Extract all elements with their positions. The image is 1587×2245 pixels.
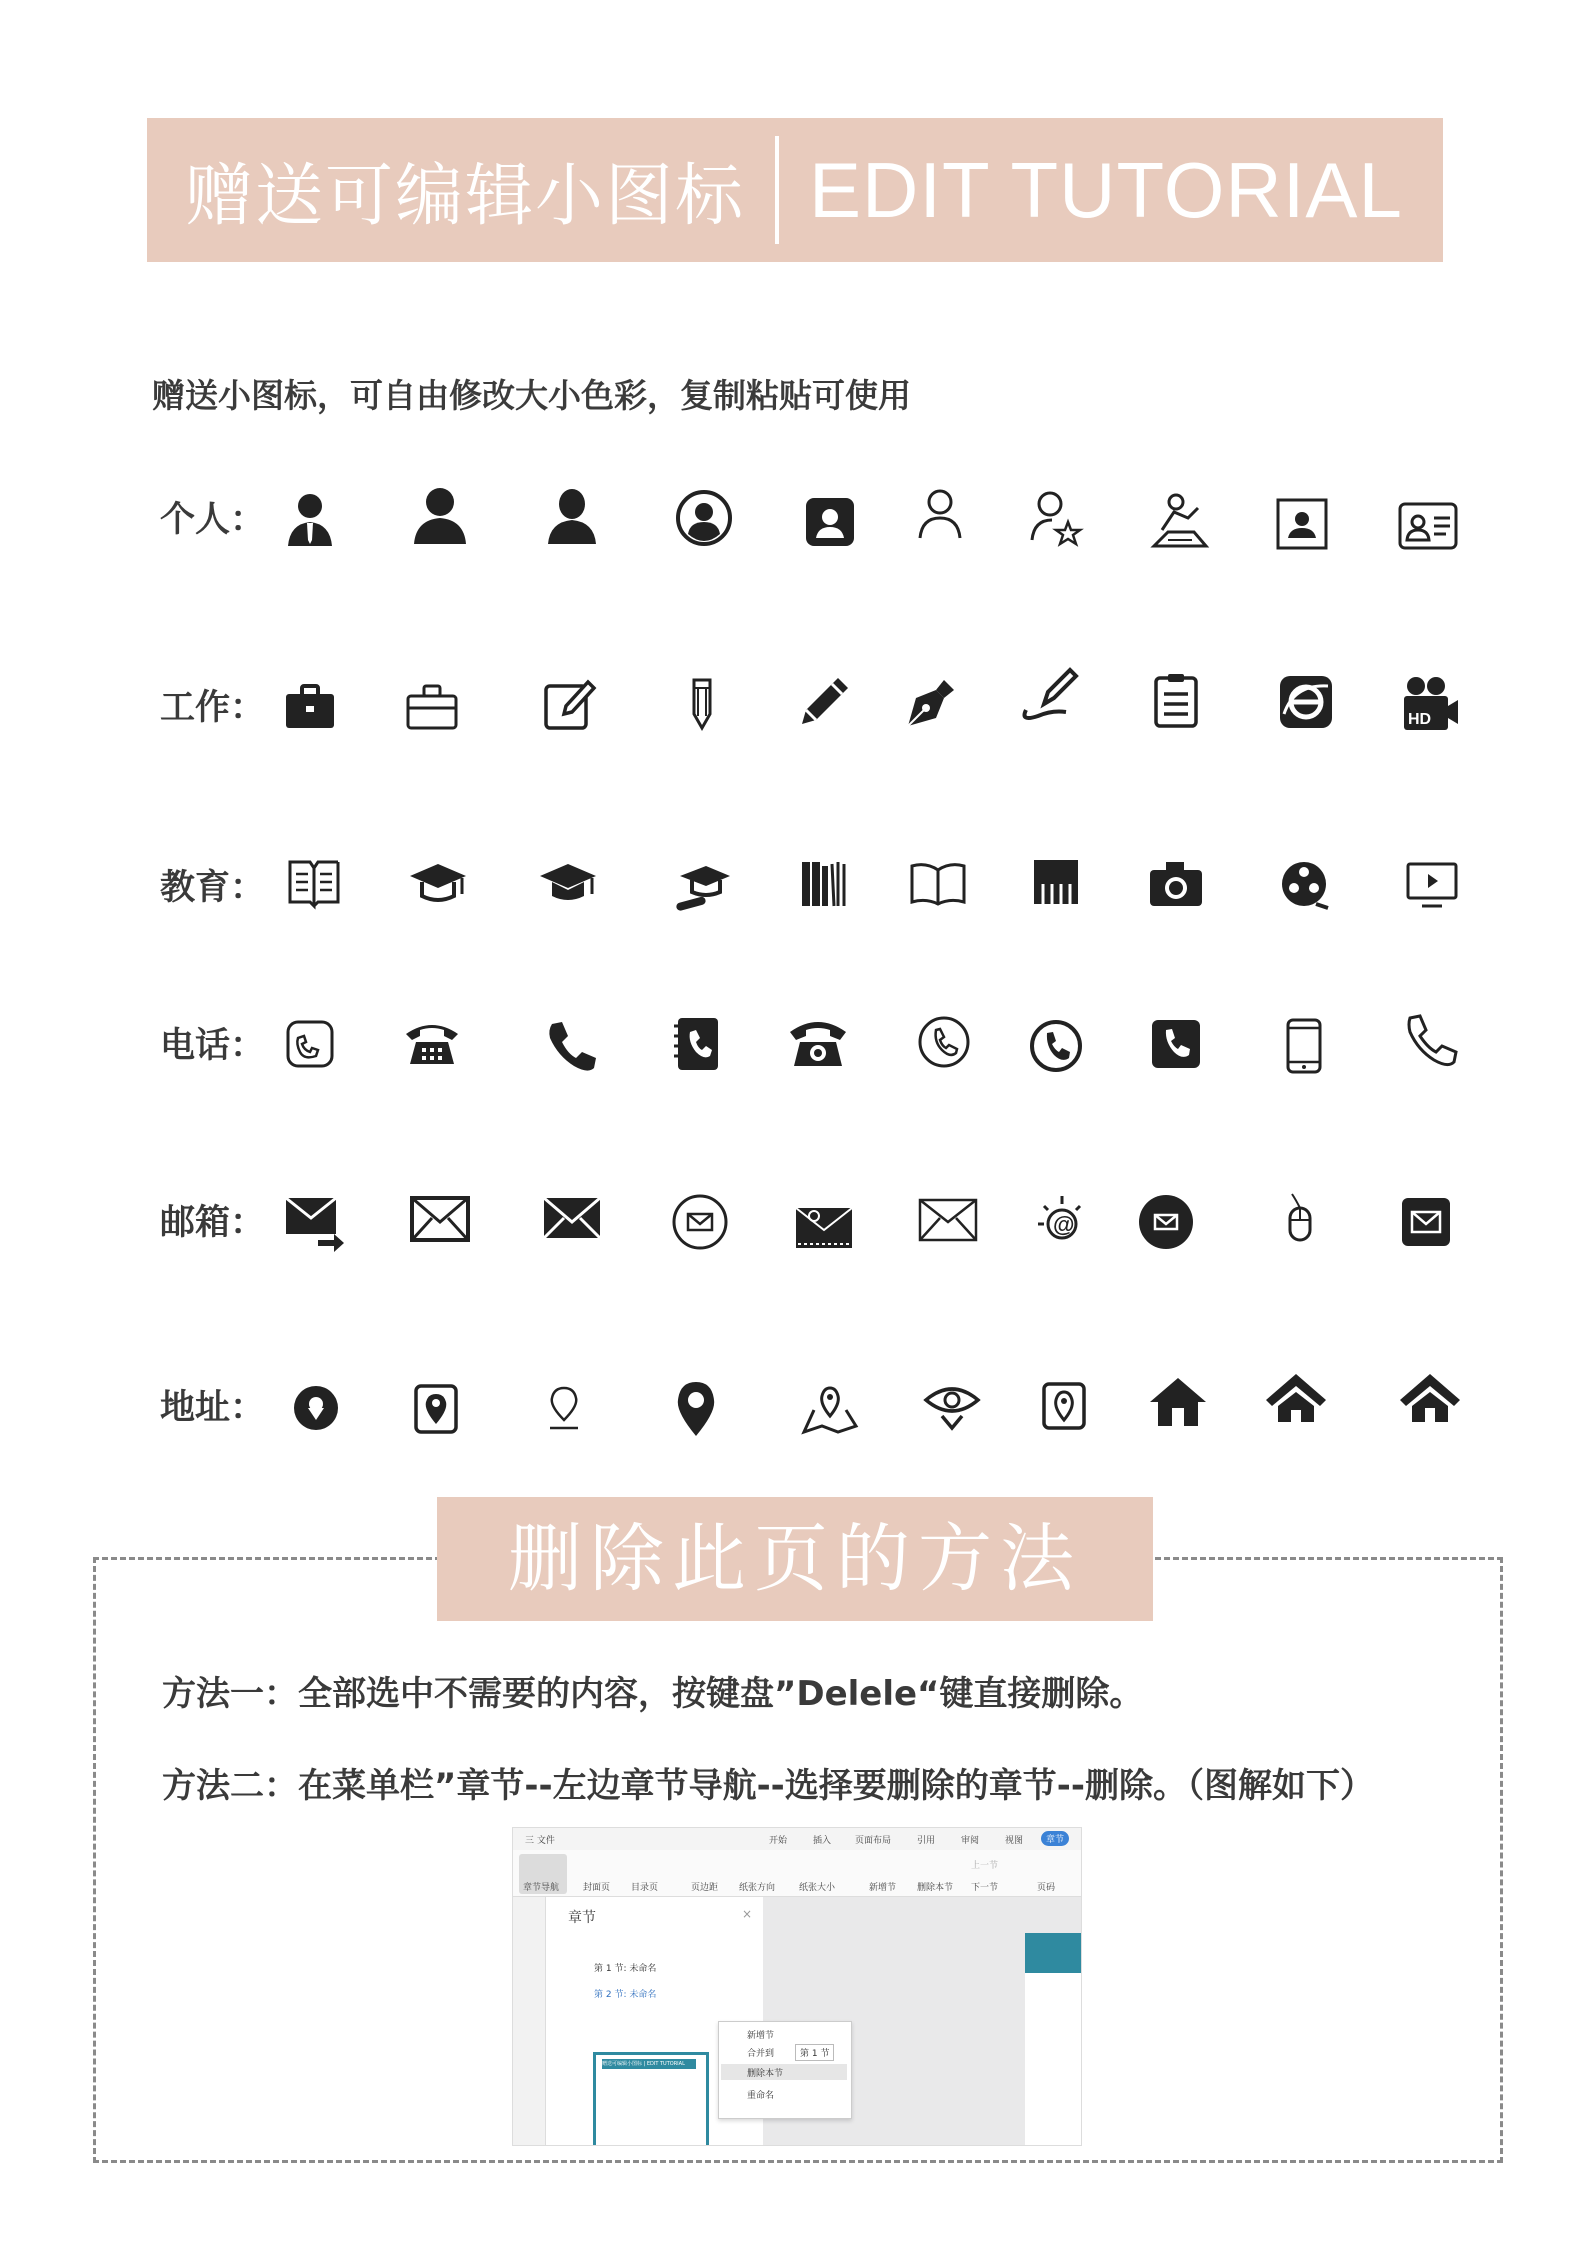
pencil-tip-icon	[670, 672, 734, 736]
pin-circle-icon	[284, 1376, 348, 1440]
pin-solid-icon	[664, 1376, 728, 1440]
delete-section-title: 删除此页的方法	[437, 1497, 1153, 1621]
ctx-merge-target[interactable]: 第 1 节	[795, 2044, 834, 2061]
row-label-education: 教育：	[160, 868, 266, 908]
tutorial-screenshot	[512, 1827, 1082, 2146]
mail-forward-icon	[282, 1190, 346, 1254]
pin-outline-icon	[532, 1376, 596, 1440]
menu-section[interactable]: 章节	[1041, 1831, 1069, 1846]
phone-circle-icon	[1024, 1014, 1088, 1078]
row-label-address: 地址：	[160, 1388, 266, 1428]
camera-icon	[1144, 852, 1208, 916]
tool-toc[interactable]: 目录页	[631, 1883, 659, 1893]
ctx-highlight	[721, 2064, 847, 2080]
id-card-icon	[1396, 494, 1460, 558]
briefcase-outline-icon	[400, 674, 464, 738]
tool-delete-section[interactable]: 删除本节	[917, 1883, 954, 1893]
tool-next-section[interactable]: 下一节	[971, 1883, 999, 1893]
method-two: 方法二：在菜单栏”章节--左边章节导航--选择要删除的章节--删除。（图解如下）	[162, 1766, 1375, 1806]
grad-cap-diploma-icon	[670, 856, 734, 920]
ctx-rename[interactable]: 重命名	[747, 2091, 775, 2101]
menu-start[interactable]: 开始	[769, 1836, 788, 1846]
row-label-work: 工作：	[160, 688, 266, 728]
document-header-bar	[1025, 1933, 1081, 1973]
mail-square-icon	[1394, 1190, 1458, 1254]
svg-text:HD: HD	[1408, 711, 1432, 728]
thumb-title: 赠送可编辑小图标 | EDIT TUTORIAL	[602, 2059, 696, 2069]
phone-book-icon	[664, 1012, 728, 1076]
handset-icon	[538, 1014, 602, 1078]
panel-title: 章节	[568, 1910, 596, 1926]
pen-nib-icon	[900, 670, 964, 734]
mail-solid-icon	[540, 1188, 604, 1252]
mouse-icon	[1268, 1186, 1332, 1250]
open-book-icon	[282, 850, 346, 914]
tool-page-number[interactable]: 页码	[1037, 1883, 1056, 1893]
banner-divider	[775, 136, 779, 244]
pencil-icon	[792, 670, 856, 734]
section-item-1[interactable]: 第 1 节: 未命名	[594, 1964, 657, 1974]
tool-new-section[interactable]: 新增节	[869, 1883, 897, 1893]
tool-cover[interactable]: 封面页	[583, 1883, 611, 1893]
at-sign-icon	[1026, 1188, 1090, 1252]
map-pin-route-icon	[798, 1376, 862, 1440]
menu-reference[interactable]: 引用	[917, 1836, 936, 1846]
map-pin-square-icon	[404, 1376, 468, 1440]
hd-camera-icon	[1398, 672, 1462, 736]
row-label-mail: 邮箱：	[160, 1203, 266, 1243]
home-roof-alt-icon	[1398, 1366, 1462, 1430]
screenshot-toolbar	[513, 1850, 1081, 1897]
user-icon	[408, 484, 472, 548]
context-menu	[718, 2021, 852, 2119]
menu-layout[interactable]: 页面布局	[855, 1836, 892, 1846]
mail-outline-icon	[408, 1188, 472, 1252]
svg-text:@: @	[1053, 1212, 1075, 1237]
row-label-personal: 个人：	[160, 500, 266, 540]
tool-margin[interactable]: 页边距	[691, 1883, 719, 1893]
banner-title-cn: 赠送可编辑小图标	[185, 156, 746, 236]
user-star-icon	[1024, 486, 1088, 550]
signature-icon	[1018, 664, 1082, 728]
phone-square-icon	[278, 1012, 342, 1076]
tool-paper-size[interactable]: 纸张大小	[799, 1883, 836, 1893]
user-square-icon	[798, 490, 862, 554]
title-banner	[147, 118, 1443, 262]
user-tie-icon	[278, 488, 342, 552]
mail-thin-icon	[916, 1188, 980, 1252]
clipboard-icon	[1144, 668, 1208, 732]
pin-square-outline-icon	[1032, 1376, 1096, 1440]
user-solid-icon	[540, 484, 604, 548]
browser-icon	[1274, 670, 1338, 734]
subtitle: 赠送小图标，可自由修改大小色彩，复制粘贴可使用	[152, 376, 911, 415]
home-roof-icon	[1264, 1366, 1328, 1430]
menu-review[interactable]: 审阅	[961, 1836, 980, 1846]
section-item-2[interactable]: 第 2 节: 未命名	[594, 1990, 657, 2000]
mail-circle-icon	[668, 1190, 732, 1254]
ctx-merge-to[interactable]: 合并到	[747, 2049, 775, 2059]
piano-icon	[1024, 848, 1088, 912]
ctx-new-section[interactable]: 新增节	[747, 2031, 775, 2041]
bookshelf-icon	[792, 850, 856, 914]
menu-view[interactable]: 视图	[1005, 1836, 1024, 1846]
document-page	[1025, 1973, 1081, 2146]
menu-file[interactable]: 三 文件	[525, 1836, 555, 1846]
grad-cap-outline-icon	[406, 852, 470, 916]
edit-icon	[538, 672, 602, 736]
grad-cap-solid-icon	[536, 852, 600, 916]
user-desk-icon	[1148, 490, 1212, 554]
ctx-delete-section[interactable]: 删除本节	[747, 2069, 784, 2079]
user-circle-icon	[672, 486, 736, 550]
mail-circle-solid-icon	[1134, 1190, 1198, 1254]
method-one: 方法一：全部选中不需要的内容，按键盘”Delele“键直接删除。	[162, 1674, 1144, 1714]
mail-stamp-icon	[792, 1194, 856, 1258]
film-reel-icon	[1272, 852, 1336, 916]
old-phone-icon	[400, 1010, 464, 1074]
user-photo-icon	[1270, 492, 1334, 556]
tool-prev-section[interactable]: 上一节	[971, 1861, 999, 1871]
pin-eye-icon	[920, 1372, 984, 1436]
screenshot-sidebar	[513, 1897, 546, 2145]
home-solid-icon	[1146, 1370, 1210, 1434]
tablet-icon	[1272, 1014, 1336, 1078]
panel-close-icon[interactable]: ×	[742, 1907, 753, 1921]
page-thumbnail	[593, 2052, 709, 2146]
book-icon	[906, 852, 970, 916]
screenshot-menubar	[513, 1828, 1081, 1850]
banner-title-en: EDIT TUTORIAL	[809, 145, 1403, 234]
menu-insert[interactable]: 插入	[813, 1836, 832, 1846]
phone-outline-icon	[1400, 1008, 1464, 1072]
phone-square-solid-icon	[1144, 1012, 1208, 1076]
tool-section-nav[interactable]: 章节导航	[523, 1883, 560, 1893]
tool-orientation[interactable]: 纸张方向	[739, 1883, 776, 1893]
phone-circle-outline-icon	[912, 1010, 976, 1074]
video-play-icon	[1400, 852, 1464, 916]
briefcase-solid-icon	[278, 674, 342, 738]
rotary-phone-icon	[786, 1008, 850, 1072]
user-outline-icon	[908, 482, 972, 546]
row-label-phone: 电话：	[160, 1026, 266, 1066]
